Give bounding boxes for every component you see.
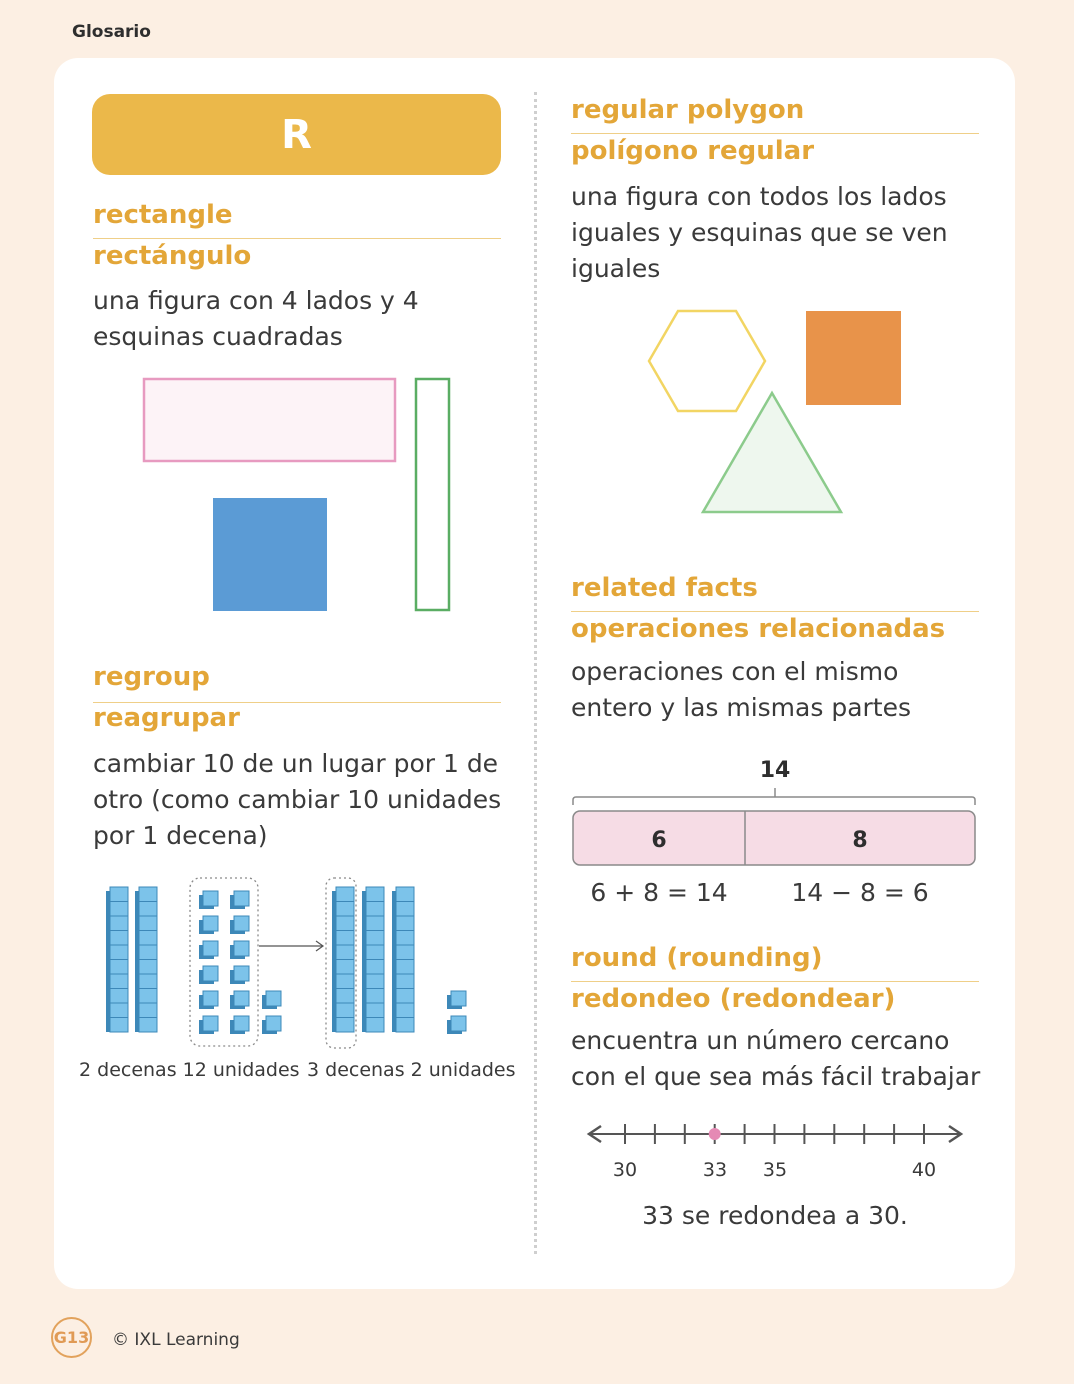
term-regroup-en: regroup [93, 662, 210, 692]
tick-label-35: 35 [762, 1159, 788, 1181]
marked-point [709, 1128, 721, 1140]
page-number-badge [51, 1317, 92, 1358]
definition-line: con el que sea más fácil trabajar [571, 1062, 981, 1091]
part-b-label: 8 [852, 828, 868, 853]
term-round-es: redondeo (redondear) [571, 984, 896, 1014]
page-number: G13 [53, 1328, 90, 1347]
term-regular-polygon-en: regular polygon [571, 95, 805, 125]
tick-label-33: 33 [702, 1159, 728, 1181]
term-regroup-es: reagrupar [93, 703, 240, 733]
term-round-en: round (rounding) [571, 943, 823, 973]
definition-line: una figura con 4 lados y 4 [93, 286, 419, 315]
term-rectangle-en: rectangle [93, 200, 233, 230]
part-a-label: 6 [651, 828, 667, 853]
fact-addition: 6 + 8 = 14 [590, 878, 728, 907]
tick-label-30: 30 [612, 1159, 638, 1181]
definition-line: operaciones con el mismo [571, 657, 899, 686]
label-before: 2 decenas 12 unidades [79, 1059, 300, 1081]
term-related-facts-es: operaciones relacionadas [571, 614, 946, 644]
term-related-facts-en: related facts [571, 573, 758, 603]
copyright: © IXL Learning [112, 1330, 240, 1350]
tick-label-40: 40 [911, 1159, 937, 1181]
definition-line: iguales [571, 254, 661, 283]
fact-subtraction: 14 − 8 = 6 [791, 878, 929, 907]
definition-line: cambiar 10 de un lugar por 1 de [93, 749, 499, 778]
definition-line: encuentra un número cercano [571, 1026, 950, 1055]
definition-line: otro (como cambiar 10 unidades [93, 785, 502, 814]
definition-line: iguales y esquinas que se ven [571, 218, 948, 247]
rounding-caption: 33 se redondea a 30. [642, 1201, 908, 1230]
term-rectangle-es: rectángulo [93, 241, 252, 271]
definition-line: esquinas cuadradas [93, 322, 343, 351]
whole-label: 14 [759, 758, 791, 783]
term-regular-polygon-es: polígono regular [571, 136, 815, 166]
letter-heading: R [281, 111, 312, 158]
definition-line: por 1 decena) [93, 821, 268, 850]
label-after: 3 decenas 2 unidades [307, 1059, 516, 1081]
section-label: Glosario [72, 22, 151, 42]
definition-line: una figura con todos los lados [571, 182, 947, 211]
definition-line: entero y las mismas partes [571, 693, 912, 722]
